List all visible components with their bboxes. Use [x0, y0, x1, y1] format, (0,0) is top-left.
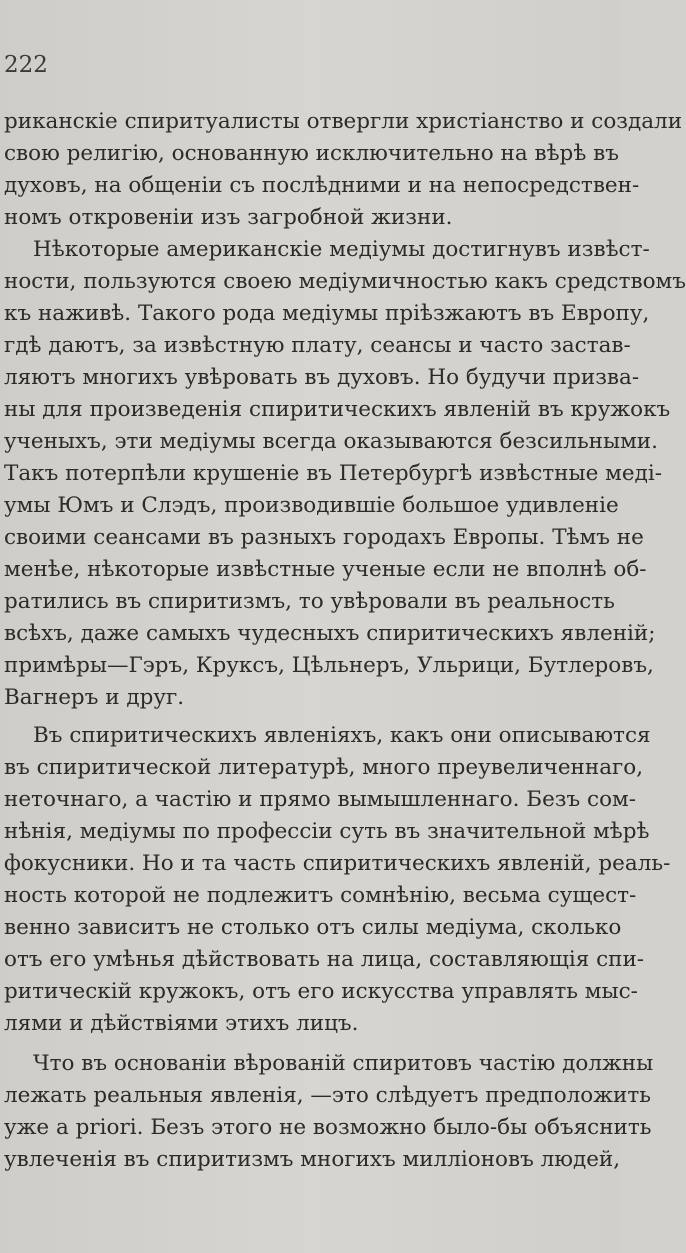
- text-line: отъ его умѣнья дѣйствовать на лица, составляющія спи-: [4, 947, 645, 972]
- text-line: менѣе, нѣкоторые извѣстные ученые если не вполнѣ об-: [4, 557, 647, 582]
- text-line: Что въ основаніи вѣрованій спиритовъ частію должны: [33, 1051, 654, 1076]
- text-line: къ наживѣ. Такого рода медіумы пріѣзжаютъ въ Европу,: [4, 301, 650, 326]
- text-line: ляютъ многихъ увѣровать въ духовъ. Но будучи призва-: [4, 365, 640, 390]
- text-line: въ спиритической литературѣ, много преувеличеннаго,: [4, 755, 644, 780]
- text-line: ратились въ спиритизмъ, то увѣровали въ реальность: [4, 589, 615, 614]
- text-line: Въ спиритическихъ явленіяхъ, какъ они описываются: [33, 723, 651, 748]
- text-line: примѣры—Гэръ, Круксъ, Цѣльнеръ, Ульрици, Бутлеровъ,: [4, 653, 654, 678]
- text-line: гдѣ даютъ, за извѣстную плату, сеансы и часто застав-: [4, 333, 631, 358]
- text-line: номъ откровеніи изъ загробной жизни.: [4, 205, 453, 230]
- text-line: ученыхъ, эти медіумы всегда оказываются безсильными.: [4, 429, 658, 454]
- text-line: лями и дѣйствіями этихъ лицъ.: [4, 1011, 359, 1036]
- text-line: ность которой не подлежитъ сомнѣнію, весьма сущест-: [4, 883, 637, 908]
- text-line: Нѣкоторые американскіе медіумы достигнувъ извѣст-: [33, 237, 650, 262]
- text-line: умы Юмъ и Слэдъ, производившіе большое удивленіе: [4, 493, 619, 518]
- text-line: ности, пользуются своею медіумичностью какъ средствомъ: [4, 269, 686, 294]
- text-line: всѣхъ, даже самыхъ чудесныхъ спиритическихъ явленій;: [4, 621, 656, 646]
- text-line: нѣнія, медіумы по профессіи суть въ значительной мѣрѣ: [4, 819, 650, 844]
- text-line: ритическій кружокъ, отъ его искусства управлять мыс-: [4, 979, 638, 1004]
- text-line: увлеченія въ спиритизмъ многихъ милліоновъ людей,: [4, 1147, 621, 1172]
- text-line: свою религію, основанную исключительно на вѣрѣ въ: [4, 141, 619, 166]
- text-line: уже а priori. Безъ этого не возможно было-бы объяснить: [4, 1115, 652, 1140]
- text-line: венно зависитъ не столько отъ силы медіума, сколько: [4, 915, 622, 940]
- text-line: духовъ, на общеніи съ послѣдними и на непосредствен-: [4, 173, 640, 198]
- text-line: лежать реальныя явленія, —это слѣдуетъ предположить: [4, 1083, 651, 1108]
- text-line: риканскіе спиритуалисты отвергли христіанство и создали: [4, 109, 683, 134]
- text-line: Такъ потерпѣли крушеніе въ Петербургѣ извѣстные меді-: [4, 461, 662, 486]
- text-line: неточнаго, а частію и прямо вымышленнаго. Безъ сом-: [4, 787, 637, 812]
- text-line: ны для произведенія спиритическихъ явленій въ кружокъ: [4, 397, 671, 422]
- page-number: 222: [4, 52, 48, 78]
- text-line: Вагнеръ и друг.: [4, 685, 185, 710]
- text-line: фокусники. Но и та часть спиритическихъ явленій, реаль-: [4, 851, 671, 876]
- text-line: своими сеансами въ разныхъ городахъ Европы. Тѣмъ не: [4, 525, 644, 550]
